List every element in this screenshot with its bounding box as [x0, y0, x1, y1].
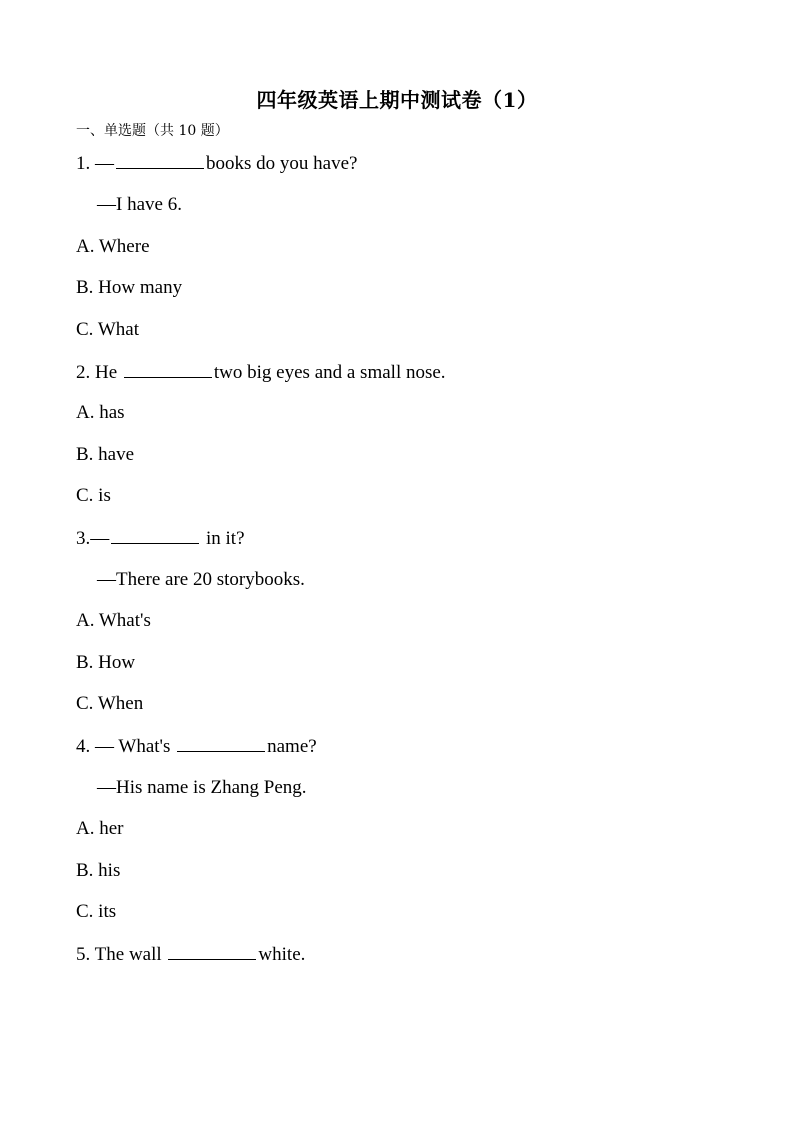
question-2-option-a: A. has: [76, 402, 125, 423]
question-4-answer-line: —His name is Zhang Peng.: [97, 777, 307, 798]
question-4-option-a: A. her: [76, 818, 124, 839]
question-4-option-b: B. his: [76, 860, 121, 881]
question-5-suffix: white.: [258, 944, 306, 965]
question-2-prefix: 2. He: [76, 362, 122, 383]
question-2-blank: [124, 361, 212, 378]
question-3-option-a: A. What's: [76, 610, 151, 631]
question-1-prefix: 1. —: [76, 153, 114, 174]
question-3-option-b: B. How: [76, 652, 136, 673]
question-3-option-c: C. When: [76, 693, 144, 714]
question-4-suffix: name?: [267, 736, 317, 757]
question-1-option-c: C. What: [76, 319, 139, 340]
question-5: [76, 943, 305, 966]
question-1-suffix: books do you have?: [206, 153, 358, 174]
question-1: [76, 152, 357, 175]
question-5-blank: [168, 943, 256, 960]
question-3: [76, 527, 245, 550]
question-2-suffix: two big eyes and a small nose.: [213, 362, 446, 383]
question-5-prefix: 5. The wall: [76, 944, 167, 965]
question-3-prefix: 3.—: [76, 528, 110, 549]
question-3-blank: [111, 527, 199, 544]
question-1-blank: [116, 152, 204, 169]
question-4-option-c: C. its: [76, 901, 117, 922]
question-3-suffix: in it?: [201, 528, 245, 549]
section-heading: 一、单选题（共 10 题）: [76, 123, 229, 139]
question-4: [76, 735, 317, 758]
page-title: 四年级英语上期中测试卷（1）: [256, 88, 538, 112]
question-2: [76, 361, 446, 384]
question-1-answer-line: —I have 6.: [97, 194, 182, 215]
question-1-option-b: B. How many: [76, 277, 183, 298]
question-3-answer-line: —There are 20 storybooks.: [97, 569, 305, 590]
question-4-blank: [177, 735, 265, 752]
question-4-prefix: 4. — What's: [76, 736, 176, 757]
question-2-option-c: C. is: [76, 485, 111, 506]
question-2-option-b: B. have: [76, 444, 135, 465]
question-1-option-a: A. Where: [76, 236, 150, 257]
